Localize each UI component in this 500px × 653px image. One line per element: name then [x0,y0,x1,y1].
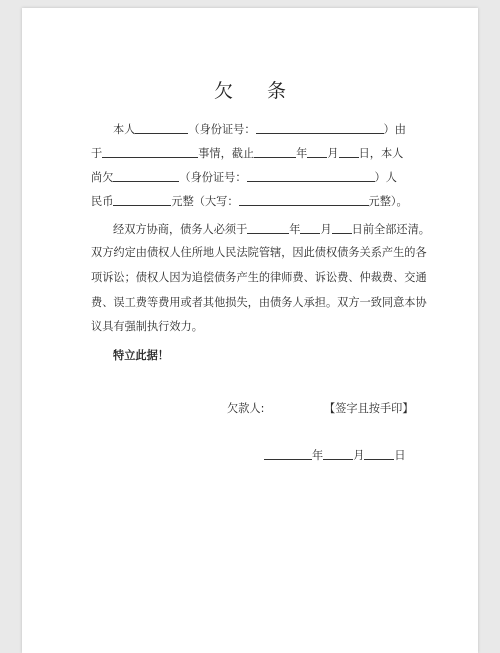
text: 尚欠 [91,171,114,184]
text: ）人 [374,171,397,184]
paragraph-1-line-2 [91,145,403,162]
text: 元整）。 [368,195,408,208]
blank-due-year [247,221,289,234]
blank-day [339,145,359,158]
text: 经双方协商，债务人必须于 [113,223,248,236]
paragraph-1-line-1 [113,121,406,138]
blank-reason [102,145,198,158]
paragraph-2-line-2: 双方约定由债权人住所地人民法院管辖，因此债权债务关系产生的各 [91,246,427,259]
text: （身份证号： [179,171,247,184]
text: 月 [353,449,365,462]
document-page [22,8,478,653]
paragraph-1-line-3 [91,169,397,186]
text: 本人 [113,123,136,136]
blank-sign-year [264,447,312,460]
text: 日 [394,449,406,462]
paragraph-2-line-4: 费、误工费等费用或者其他损失，由债务人承担。双方一致同意本协 [91,296,427,309]
blank-due-month [300,221,320,234]
text: 日前全部还清。 [351,223,430,236]
text: 月 [327,147,339,160]
signature-note: 【签字且按手印】 [324,402,414,415]
text: ）由 [383,123,406,136]
paragraph-2-line-1 [113,221,430,238]
text: 日，本人 [358,147,404,160]
blank-amount [113,193,171,206]
text: 月 [320,223,332,236]
blank-amount-uppercase [239,193,369,206]
blank-year [254,145,296,158]
blank-name [135,121,188,134]
text: （身份证号： [188,123,256,136]
text: 年 [296,147,308,160]
blank-creditor-id [247,169,375,182]
blank-due-day [332,221,352,234]
paragraph-2-line-3: 项诉讼；债权人因为追偿债务产生的律师费、诉讼费、仲裁费、交通 [91,271,427,284]
text: 民币 [91,195,114,208]
blank-sign-day [364,447,394,460]
declaration: 特立此据！ [113,349,169,362]
document-title: 欠 条 [213,80,301,102]
text: 年 [312,449,324,462]
blank-sign-month [323,447,353,460]
text: 事情，截止 [198,147,255,160]
debtor-signature-label: 欠款人: [227,402,265,415]
blank-month [307,145,327,158]
paragraph-1-line-4 [91,193,408,210]
blank-creditor-name [113,169,179,182]
paragraph-2-line-5: 议具有强制执行效力。 [91,320,203,333]
text: 于 [91,147,103,160]
text: 元整（大写： [171,195,239,208]
signature-date [264,447,406,464]
text: 年 [289,223,301,236]
blank-id-number [256,121,384,134]
